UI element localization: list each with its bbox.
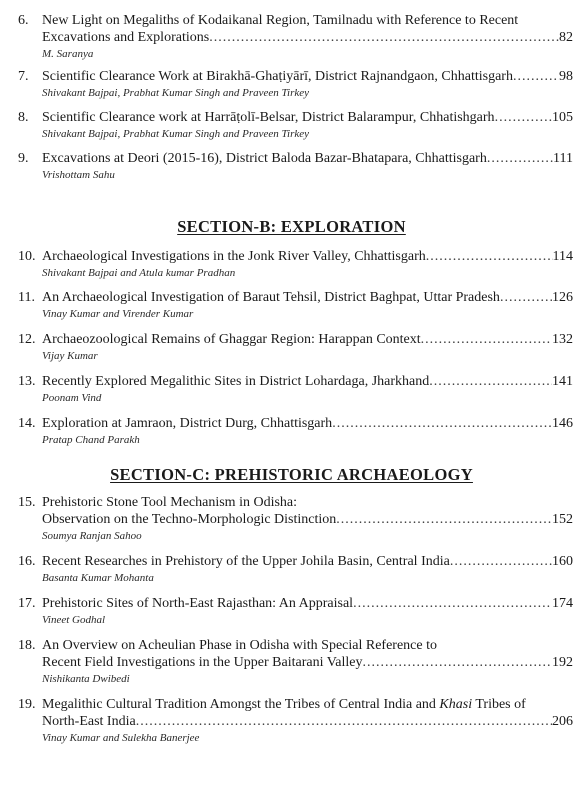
page-number: 126 [552, 290, 573, 305]
section-c-heading [0, 465, 583, 485]
entry-title-line: Prehistoric Stone Tool Mechanism in Odisha: [42, 495, 298, 510]
toc-entry-11 [18, 289, 573, 321]
entry-number: 17. [18, 596, 36, 611]
dot-leader [421, 331, 552, 348]
toc-entry-15 [18, 494, 573, 543]
toc-entry-14 [18, 415, 573, 447]
dot-leader [332, 415, 552, 432]
entry-number: 15. [18, 495, 36, 510]
entry-number: 12. [18, 332, 36, 347]
entry-number: 14. [18, 416, 36, 431]
entry-author: Shivakant Bajpai, Prabhat Kumar Singh and Praveen Tirkey [42, 128, 310, 140]
dot-leader [500, 289, 552, 306]
dot-leader [336, 511, 552, 528]
entry-title-line: Scientific Clearance work at Harrāṭolī-Belsar, District Balarampur, Chhatishgarh [42, 110, 495, 125]
toc-entry-16 [18, 553, 573, 585]
entry-title-line: Recently Explored Megalithic Sites in District Lohardaga, Jharkhand [42, 374, 430, 389]
entry-title-line: Excavations at Deori (2015-16), District Baloda Bazar-Bhatapara, Chhattisgarh [42, 151, 487, 166]
entry-author: Pratap Chand Parakh [42, 434, 140, 446]
page-number: 114 [552, 249, 573, 264]
entry-title-line: North-East India [42, 714, 136, 729]
page-number: 132 [552, 332, 573, 347]
entry-number: 10. [18, 249, 36, 264]
entry-author: Vrishottam Sahu [42, 169, 115, 181]
entry-author: Soumya Ranjan Sahoo [42, 530, 142, 542]
page-number: 174 [552, 596, 573, 611]
entry-author: Vineet Godhal [42, 614, 106, 626]
entry-number: 18. [18, 638, 36, 653]
toc-entry-7 [18, 68, 573, 100]
entry-author: Shivakant Bajpai and Atula kumar Pradhan [42, 267, 236, 279]
entry-title-line: Observation on the Techno-Morphologic Distinction [42, 512, 337, 527]
page-number: 160 [552, 554, 573, 569]
entry-author: Nishikanta Dwibedi [42, 673, 130, 685]
entry-number: 16. [18, 554, 36, 569]
entry-author: Poonam Vind [42, 392, 102, 404]
entry-author: M. Saranya [42, 48, 94, 60]
entry-title-line: Prehistoric Sites of North-East Rajasthan: An Appraisal [42, 596, 354, 611]
entry-number: 13. [18, 374, 36, 389]
toc-entry-9 [18, 150, 573, 182]
entry-title-line: An Overview on Acheulian Phase in Odisha with Special Reference to [42, 638, 438, 653]
page-number: 146 [552, 416, 573, 431]
page-number: 152 [552, 512, 573, 527]
entry-number: 6. [18, 13, 29, 28]
toc-entry-10 [18, 248, 573, 280]
dot-leader [513, 68, 559, 85]
dot-leader [450, 553, 552, 570]
dot-leader [353, 595, 552, 612]
italic-term: Khasi [439, 697, 473, 712]
page-number: 141 [552, 374, 573, 389]
page-number: 98 [559, 69, 573, 84]
entry-author: Basanta Kumar Mohanta [42, 572, 154, 584]
section-b-heading-text: SECTION-B: EXPLORATION [177, 217, 406, 236]
dot-leader [363, 654, 553, 671]
page-number: 192 [552, 655, 573, 670]
dot-leader [487, 150, 553, 167]
page-number: 206 [552, 714, 573, 729]
dot-leader [136, 713, 552, 730]
entry-title-line: Megalithic Cultural Tradition Amongst the Tribes of Central India and Khasi Tribes of [42, 697, 526, 712]
dot-leader [209, 29, 559, 46]
entry-title-line: Recent Field Investigations in the Upper Baitarani Valley [42, 655, 363, 670]
entry-title-line: Excavations and Explorations [42, 30, 210, 45]
entry-title-line: Scientific Clearance Work at Birakhā-Ghaṭiyārī, District Rajnandgaon, Chhattisgarh [42, 69, 513, 84]
page-number: 105 [552, 110, 573, 125]
section-c-heading-text: SECTION-C: PREHISTORIC ARCHAEOLOGY [110, 465, 473, 484]
entry-number: 11. [18, 290, 35, 305]
entry-author: Vinay Kumar and Sulekha Banerjee [42, 732, 200, 744]
entry-number: 7. [18, 69, 29, 84]
entry-title-line: Archaeozoological Remains of Ghaggar Region: Harappan Context [42, 332, 421, 347]
entry-title-line: Exploration at Jamraon, District Durg, Chhattisgarh [42, 416, 333, 431]
dot-leader [429, 373, 552, 390]
entry-title-line: Recent Researches in Prehistory of the Upper Johila Basin, Central India [42, 554, 450, 569]
toc-entry-17 [18, 595, 573, 627]
toc-entry-6 [18, 12, 573, 61]
section-b-heading [0, 217, 583, 237]
toc-entry-8 [18, 109, 573, 141]
entry-number: 19. [18, 697, 36, 712]
entry-title-line: An Archaeological Investigation of Baraut Tehsil, District Baghpat, Uttar Pradesh [42, 290, 500, 305]
toc-entry-13 [18, 373, 573, 405]
entry-number: 9. [18, 151, 29, 166]
page-number: 82 [559, 30, 573, 45]
entry-author: Vinay Kumar and Virender Kumar [42, 308, 194, 320]
toc-entry-19 [18, 696, 573, 745]
entry-author: Shivakant Bajpai, Prabhat Kumar Singh and Praveen Tirkey [42, 87, 310, 99]
entry-number: 8. [18, 110, 29, 125]
entry-title-line: New Light on Megaliths of Kodaikanal Region, Tamilnadu with Reference to Recent [42, 13, 519, 28]
toc-entry-12 [18, 331, 573, 363]
dot-leader [495, 109, 552, 126]
toc-entry-18 [18, 637, 573, 686]
entry-author: Vijay Kumar [42, 350, 98, 362]
dot-leader [426, 248, 553, 265]
page-number: 111 [553, 151, 573, 166]
entry-title-line: Archaeological Investigations in the Jonk River Valley, Chhattisgarh [42, 249, 426, 264]
